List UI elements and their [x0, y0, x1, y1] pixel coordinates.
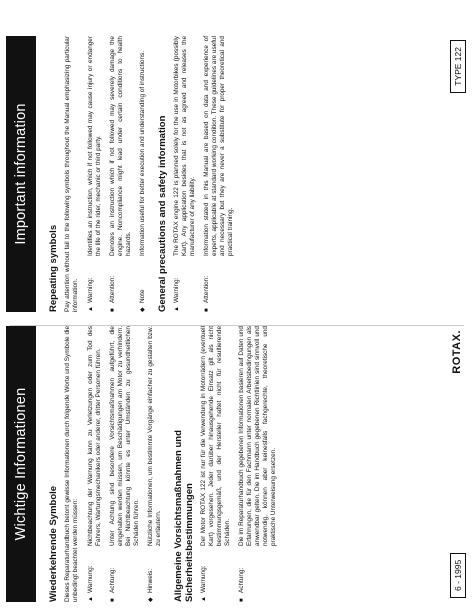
- english-attention-term: Attention:: [109, 275, 116, 303]
- german-attention-item: [109, 326, 141, 602]
- english-attention-text: Denotes an instruction which if not followed may severely damage the engine. Noncompliance might lead under certain conditions to health hazards.: [109, 36, 132, 256]
- english-section1-heading: Repeating symbols: [48, 224, 59, 312]
- german-note-item: [147, 326, 163, 602]
- german-warning-item: [87, 326, 103, 602]
- german-column: [0, 326, 474, 602]
- note-diamond-icon: ◆: [148, 597, 154, 602]
- english-warning-text: Identifies an instruction, which if not followed may cause injury or endanger the life of the rider, mechanic or third party.: [87, 36, 102, 256]
- english-banner: Important information: [6, 36, 36, 312]
- german-warning-term-2: Warnung:: [200, 565, 207, 593]
- english-section1-intro: Pay attention without fail to the following symbols throughout the Manual emphasizing particular information.: [64, 36, 79, 312]
- attention-square-icon: ■: [110, 308, 116, 312]
- german-note-text: Nützliche Informationen, um bestimmte Vorgänge einfacher zu gestalten bzw. zu erläutern.: [147, 326, 162, 546]
- german-warning-term: Warnung:: [87, 565, 94, 593]
- english-warning-term: Warning:: [87, 277, 94, 303]
- page-number: 6 - 1995: [450, 553, 466, 598]
- english-attention-item: [109, 36, 133, 312]
- english-attention-item-2: [203, 36, 235, 312]
- german-attention-text-2: Die im Reparaturhandbuch gegebenen Informationen basieren auf Daten und Erfahrungen, die für den Fachmann unter normalen Arbeitsbedingungen als anwendbar gelten. Die im Handbuch gegebenen Richtlinien sind sinnvoll und notwendig, können aber keinesfalls fachgerechte, theoretische und praktische Unterweisung ersetzen.: [238, 326, 277, 546]
- column-divider: [10, 325, 464, 326]
- english-note-item: [139, 36, 147, 312]
- german-attention-item-2: [238, 326, 278, 602]
- german-attention-text: Unter Achtung sind besondere Vorsichtsmaßnahmen aufgeführt, die eingehalten werden müssen, um Beschädigungen am Motor zu verhindern. Bei Nichtbeachtung könnte es unter Umständen zu gesundheitlichen Schäden führen.: [109, 326, 140, 546]
- german-warning-text-2: Der Motor ROTAX 122 ist nur für die Verwendung in Motorrädern (eventuell Kart) vorgesehen. Jeder darüber hinausgehende Einsatz gilt als nicht bestimmungsgemäß, und der Hersteller haftet nicht für resultierende Schäden.: [200, 326, 231, 546]
- english-warning-text-2: The ROTAX engine 122 is planned solely for the use in Motorbikes (possibly Kart). Any application besides that is not as agreed and releases the manufacturer of any liability.: [173, 36, 196, 256]
- english-attention-text-2: Information stated in this Manual are based on data and experience of experts, applicable at standard working condition. These guidelines are useful and necessary but they are never a substitute for proper theoretical and practical training.: [203, 36, 234, 256]
- engine-type-label: TYPE 122: [450, 40, 466, 93]
- english-warning-term-2: Warning:: [173, 277, 180, 303]
- english-warning-item-2: [173, 36, 197, 312]
- attention-square-icon: ■: [239, 598, 245, 602]
- german-attention-term-2: Achtung:: [238, 567, 245, 593]
- english-section2-heading: General precautions and safety information: [157, 115, 168, 312]
- german-section1-intro: Dieses Reparaturhandbuch betont gewisse Informationen durch folgende Worte und Symbole die unbedingt beachtet werden müssen:: [64, 326, 79, 602]
- german-section1-heading: Wiederkehrende Symbole: [48, 485, 59, 602]
- english-attention-term-2: Attention:: [203, 275, 210, 303]
- english-warning-item: [87, 36, 103, 312]
- german-warning-text: Nichtbeachtung der Warnung kann zu Verletzungen oder zum Tod des Fahrers, Wartungsmechanikers oder anderer, dritter Personen führen.: [87, 326, 102, 546]
- english-note-term: Note: [139, 289, 146, 303]
- attention-square-icon: ■: [204, 308, 210, 312]
- english-column: [0, 36, 474, 312]
- warning-triangle-icon: ▲: [174, 306, 180, 312]
- german-warning-item-2: [200, 326, 232, 602]
- german-footer: [450, 326, 466, 602]
- attention-square-icon: ■: [110, 598, 116, 602]
- rotax-logo: ROTAX.: [451, 330, 463, 374]
- warning-triangle-icon: ▲: [88, 596, 94, 602]
- warning-triangle-icon: ▲: [88, 306, 94, 312]
- english-content: [48, 36, 241, 312]
- german-content: [48, 326, 284, 602]
- english-footer: [450, 36, 466, 312]
- warning-triangle-icon: ▲: [201, 596, 207, 602]
- german-attention-term: Achtung:: [109, 567, 116, 593]
- english-note-text: Information useful for better execution and understanding of instructions.: [139, 51, 146, 256]
- note-diamond-icon: ◆: [140, 307, 146, 312]
- german-note-term: Hinweis:: [147, 568, 154, 593]
- german-section2-heading: Allgemeine Vorsichtsmaßnahmen und Sicherheitsbestimmungen: [173, 430, 195, 602]
- german-banner: Wichtige Informationen: [6, 326, 36, 602]
